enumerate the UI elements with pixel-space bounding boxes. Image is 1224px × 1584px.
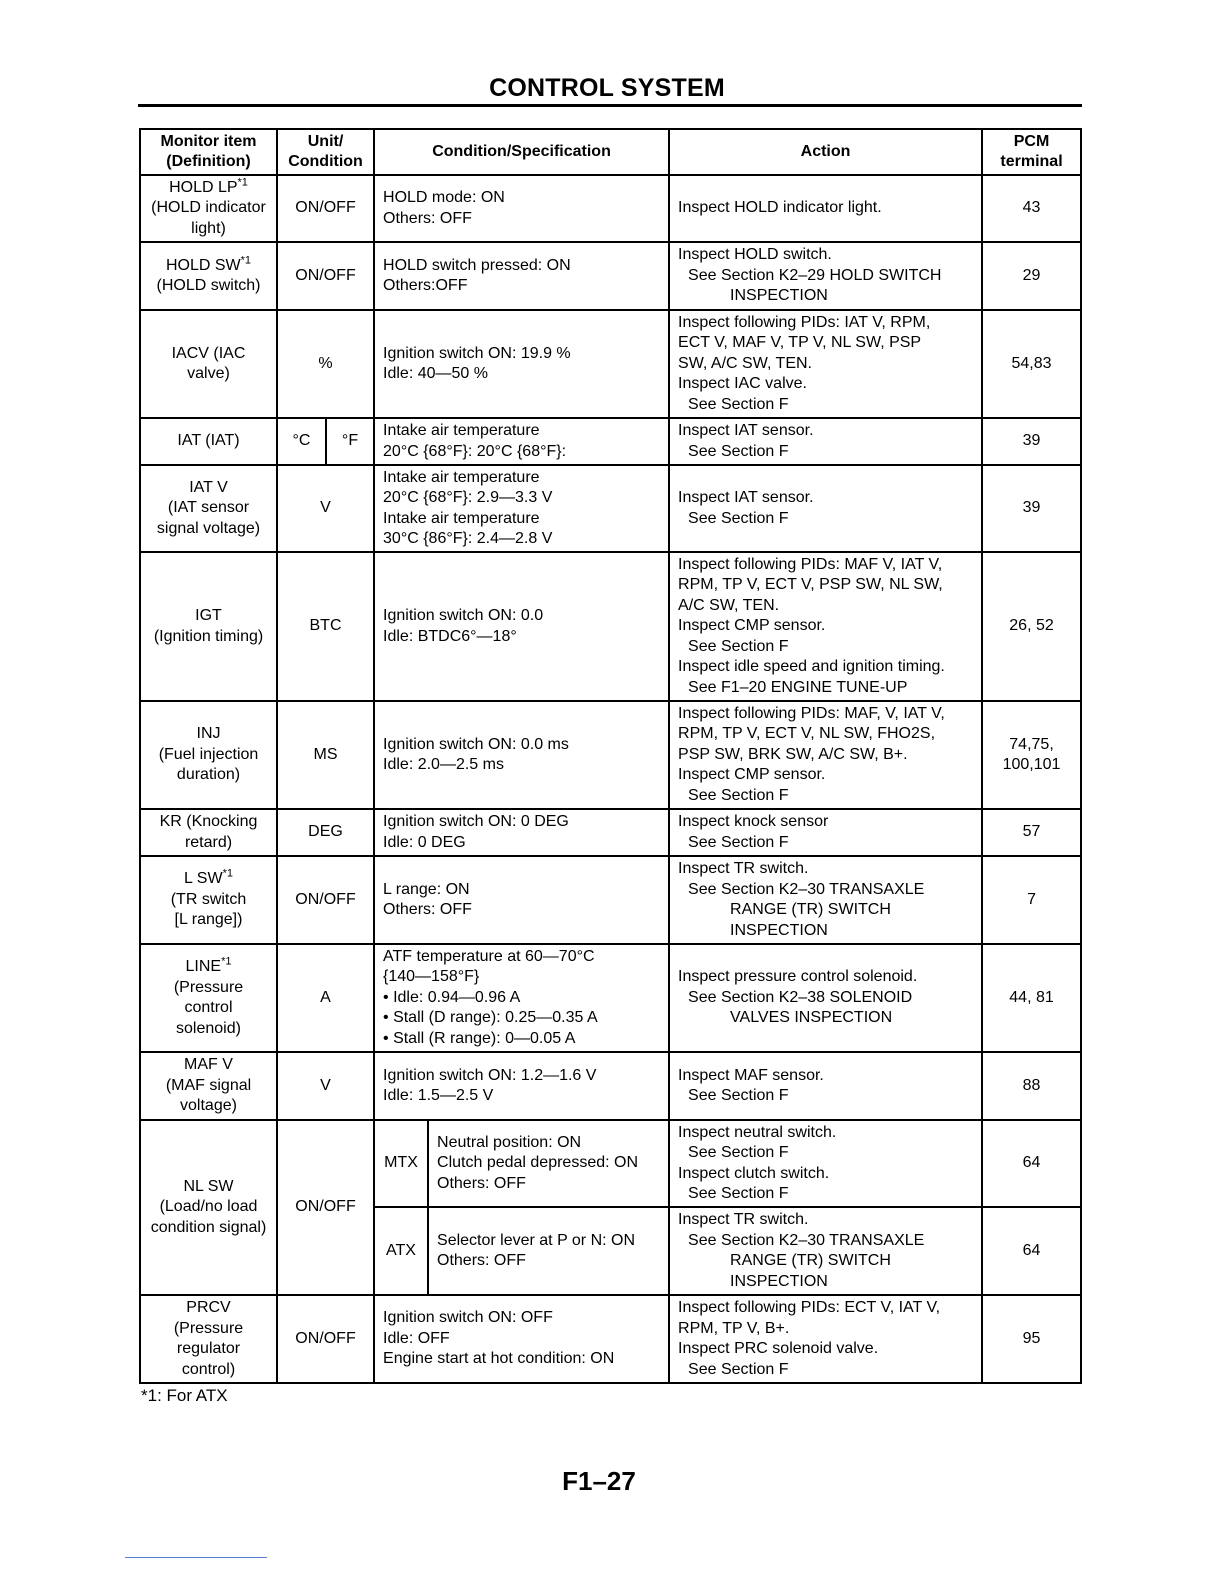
pcm-terminal-cell: 26, 52 [982, 552, 1081, 701]
condition-cell: HOLD switch pressed: ON Others:OFF [374, 242, 669, 310]
condition-cell: ATF temperature at 60—70°C {140—158°F} • Idle: 0.94—0.96 A • Stall (D range): 0.25—0.35 A • Stall (R range): 0—0.05 A [374, 944, 669, 1052]
monitor-item-cell: INJ (Fuel injection duration) [140, 701, 277, 809]
table-row [140, 1295, 1081, 1383]
table-row [140, 944, 1081, 1052]
monitor-item-cell: KR (Knocking retard) [140, 809, 277, 856]
control-system-table [139, 128, 1082, 1384]
table-row [140, 1052, 1081, 1120]
pcm-terminal-cell: 7 [982, 856, 1081, 944]
monitor-item-cell: HOLD SW$^{*1}$ (HOLD switch) [140, 242, 277, 310]
unit-cell: ON/OFF [277, 242, 374, 310]
unit-cell: BTC [277, 552, 374, 701]
pcm-terminal-cell: 64 [982, 1207, 1081, 1295]
unit-cell: ON/OFF [277, 1120, 374, 1295]
monitor-item-cell: IGT (Ignition timing) [140, 552, 277, 701]
header-unit-condition: Unit/ Condition [277, 129, 374, 175]
monitor-item-cell: L SW$^{*1}$ (TR switch [L range]) [140, 856, 277, 944]
header-action: Action [669, 129, 982, 175]
action-cell: Inspect following PIDs: ECT V, IAT V, RPM, TP V, B+. Inspect PRC solenoid valve. See Section F [669, 1295, 982, 1383]
table-row [140, 701, 1081, 809]
table-row [140, 242, 1081, 310]
condition-cell: Ignition switch ON: OFF Idle: OFF Engine start at hot condition: ON [374, 1295, 669, 1383]
unit-cell: ON/OFF [277, 856, 374, 944]
unit-fahrenheit-cell: °F [326, 418, 374, 465]
condition-cell: Ignition switch ON: 1.2—1.6 V Idle: 1.5—2.5 V [374, 1052, 669, 1120]
condition-cell: Selector lever at P or N: ON Others: OFF [428, 1207, 669, 1295]
pcm-terminal-cell: 95 [982, 1295, 1081, 1383]
unit-cell: DEG [277, 809, 374, 856]
header-condition-specification: Condition/Specification [374, 129, 669, 175]
table-row [140, 809, 1081, 856]
unit-cell: ON/OFF [277, 1295, 374, 1383]
table-row [140, 418, 1081, 465]
condition-cell: Ignition switch ON: 0.0 Idle: BTDC6°—18° [374, 552, 669, 701]
monitor-item-cell: NL SW (Load/no load condition signal) [140, 1120, 277, 1295]
action-cell: Inspect pressure control solenoid. See Section K2–38 SOLENOID VALVES INSPECTION [669, 944, 982, 1052]
footnote: *1: For ATX [141, 1386, 228, 1405]
title-rule [138, 104, 1082, 107]
unit-celsius-cell: °C [277, 418, 326, 465]
table-row [140, 465, 1081, 552]
action-cell: Inspect following PIDs: MAF, V, IAT V, RPM, TP V, ECT V, NL SW, FHO2S, PSP SW, BRK SW, A/C SW, B+. Inspect CMP sensor. See Section F [669, 701, 982, 809]
unit-cell: MS [277, 701, 374, 809]
action-cell: Inspect following PIDs: MAF V, IAT V, RPM, TP V, ECT V, PSP SW, NL SW, A/C SW, TEN. Inspect CMP sensor. See Section F Inspect idle speed and ignition timing. See F1–20 ENGINE TUNE-UP [669, 552, 982, 701]
pcm-terminal-cell: 64 [982, 1120, 1081, 1207]
table-row [140, 856, 1081, 944]
pcm-terminal-cell: 44, 81 [982, 944, 1081, 1052]
condition-cell: Ignition switch ON: 0 DEG Idle: 0 DEG [374, 809, 669, 856]
action-cell: Inspect HOLD switch. See Section K2–29 HOLD SWITCH INSPECTION [669, 242, 982, 310]
pcm-terminal-cell: 54,83 [982, 310, 1081, 418]
pcm-terminal-cell: 39 [982, 418, 1081, 465]
unit-cell: % [277, 310, 374, 418]
header-monitor-item: Monitor item (Definition) [140, 129, 277, 175]
pcm-terminal-cell: 39 [982, 465, 1081, 552]
monitor-item-cell: IAT (IAT) [140, 418, 277, 465]
action-cell: Inspect TR switch. See Section K2–30 TRANSAXLE RANGE (TR) SWITCH INSPECTION [669, 1207, 982, 1295]
monitor-item-cell: HOLD LP$^{*1}$ (HOLD indicator light) [140, 175, 277, 242]
pcm-terminal-cell: 29 [982, 242, 1081, 310]
action-cell: Inspect MAF sensor. See Section F [669, 1052, 982, 1120]
condition-cell: Neutral position: ON Clutch pedal depressed: ON Others: OFF [428, 1120, 669, 1207]
pcm-terminal-cell: 74,75, 100,101 [982, 701, 1081, 809]
table-row [140, 175, 1081, 242]
bottom-divider [125, 1557, 267, 1558]
unit-cell: ON/OFF [277, 175, 374, 242]
condition-cell: Ignition switch ON: 19.9 % Idle: 40—50 % [374, 310, 669, 418]
monitor-item-cell: PRCV (Pressure regulator control) [140, 1295, 277, 1383]
condition-cell: Ignition switch ON: 0.0 ms Idle: 2.0—2.5 ms [374, 701, 669, 809]
monitor-item-cell: LINE$^{*1}$ (Pressure control solenoid) [140, 944, 277, 1052]
unit-cell: V [277, 1052, 374, 1120]
monitor-item-cell: MAF V (MAF signal voltage) [140, 1052, 277, 1120]
condition-cell: HOLD mode: ON Others: OFF [374, 175, 669, 242]
monitor-item-cell: IAT V (IAT sensor signal voltage) [140, 465, 277, 552]
unit-cell: A [277, 944, 374, 1052]
header-pcm-terminal: PCM terminal [982, 129, 1081, 175]
action-cell: Inspect knock sensor See Section F [669, 809, 982, 856]
unit-cell: V [277, 465, 374, 552]
action-cell: Inspect following PIDs: IAT V, RPM, ECT V, MAF V, TP V, NL SW, PSP SW, A/C SW, TEN. Inspect IAC valve. See Section F [669, 310, 982, 418]
condition-cell: Intake air temperature 20°C {68°F}: 2.9—3.3 V Intake air temperature 30°C {86°F}: 2.4—2.8 V [374, 465, 669, 552]
transmission-type-cell: ATX [374, 1207, 428, 1295]
action-cell: Inspect TR switch. See Section K2–30 TRANSAXLE RANGE (TR) SWITCH INSPECTION [669, 856, 982, 944]
page-title: CONTROL SYSTEM [489, 74, 725, 102]
monitor-item-cell: IACV (IAC valve) [140, 310, 277, 418]
table-row [140, 310, 1081, 418]
pcm-terminal-cell: 43 [982, 175, 1081, 242]
page-number: F1–27 [562, 1466, 636, 1496]
transmission-type-cell: MTX [374, 1120, 428, 1207]
pcm-terminal-cell: 57 [982, 809, 1081, 856]
action-cell: Inspect IAT sensor. See Section F [669, 418, 982, 465]
pcm-terminal-cell: 88 [982, 1052, 1081, 1120]
action-cell: Inspect neutral switch. See Section F Inspect clutch switch. See Section F [669, 1120, 982, 1207]
table-row [140, 552, 1081, 701]
action-cell: Inspect IAT sensor. See Section F [669, 465, 982, 552]
table-row [140, 1120, 1081, 1207]
condition-cell: Intake air temperature 20°C {68°F}: 20°C {68°F}: [374, 418, 669, 465]
table-header-row [140, 129, 1081, 175]
action-cell: Inspect HOLD indicator light. [669, 175, 982, 242]
condition-cell: L range: ON Others: OFF [374, 856, 669, 944]
